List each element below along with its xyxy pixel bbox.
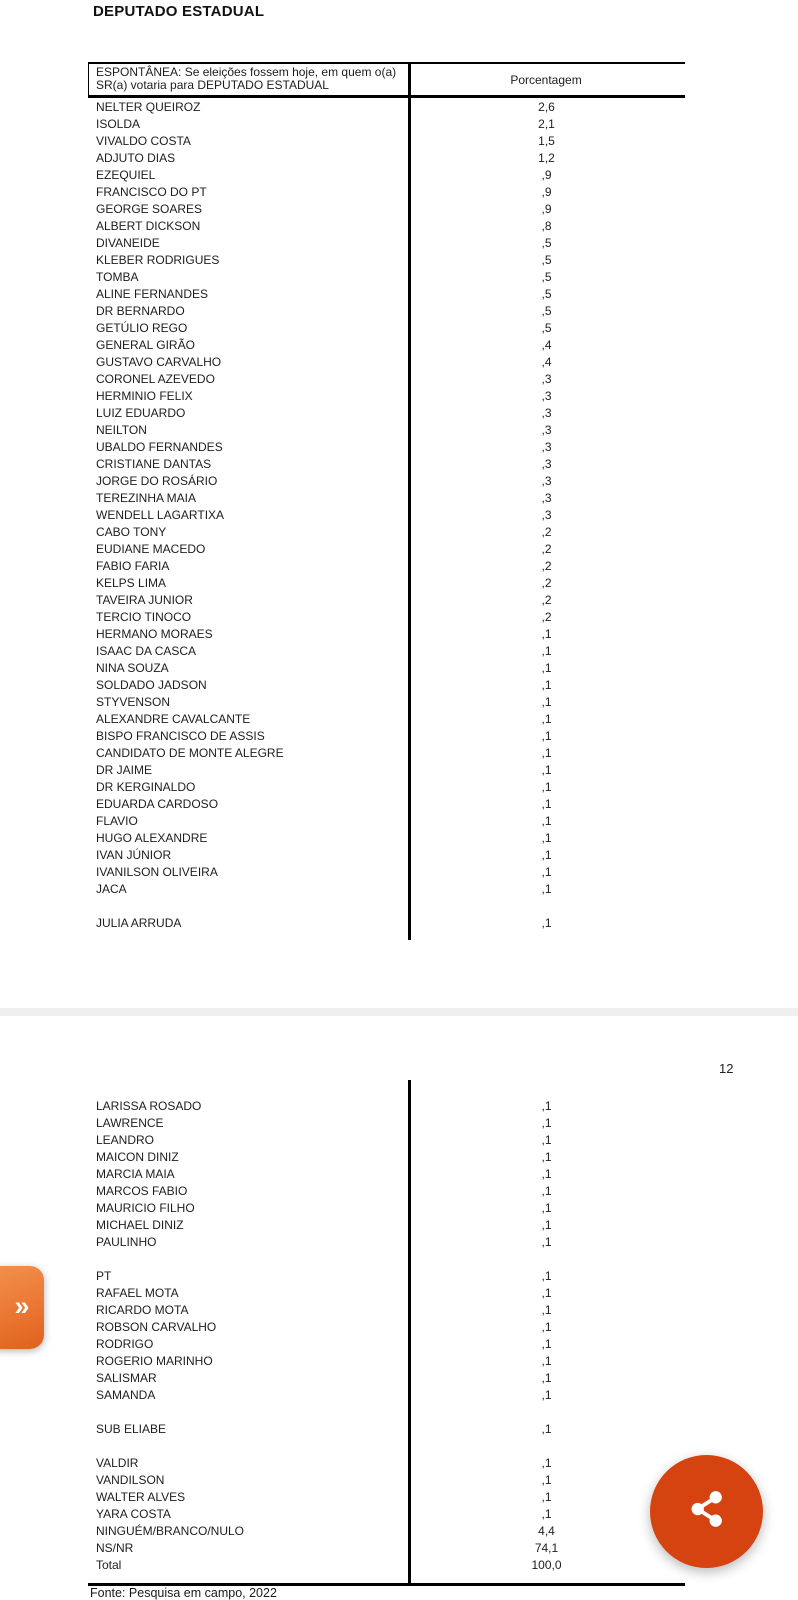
table-row [88,506,685,523]
table-row [88,1454,685,1471]
table-row [88,591,685,608]
row-candidate: FRANCISCO DO PT [96,184,207,199]
table-row [88,353,685,370]
results-table-page2 [88,1080,685,1586]
row-candidate: YARA COSTA [96,1506,171,1521]
table-row [88,472,685,489]
row-candidate: PT [96,1268,112,1283]
row-value: ,1 [541,1149,552,1164]
row-value: ,1 [541,745,552,760]
row-value: ,1 [541,1268,552,1283]
table-row [88,115,685,132]
row-value: ,9 [541,201,552,216]
table-row [88,863,685,880]
table-row [88,1148,685,1165]
question-line2: SR(a) votaria para DEPUTADO ESTADUAL [96,78,329,92]
table-row [88,897,685,914]
row-candidate: IVANILSON OLIVEIRA [96,864,218,879]
row-value: ,3 [541,405,552,420]
table-row [88,1539,685,1556]
row-candidate: SOLDADO JADSON [96,677,207,692]
row-value: ,1 [541,762,552,777]
row-value: ,1 [541,1234,552,1249]
row-value: ,1 [541,1319,552,1334]
row-candidate: HERMINIO FELIX [96,388,193,403]
table-row [88,608,685,625]
row-value: ,1 [541,1455,552,1470]
row-candidate: SUB ELIABE [96,1421,167,1436]
table-row [88,166,685,183]
table-row [88,829,685,846]
row-value: ,1 [541,847,552,862]
row-candidate: ALEXANDRE CAVALCANTE [96,711,251,726]
row-candidate: LARISSA ROSADO [96,1098,202,1113]
table-row [88,693,685,710]
table-row [88,1233,685,1250]
table-row [88,914,685,931]
table-body-page1 [88,98,685,940]
row-value: ,1 [541,1183,552,1198]
row-candidate: ISOLDA [96,116,141,131]
row-candidate: TOMBA [96,269,139,284]
row-candidate: CORONEL AZEVEDO [96,371,215,386]
row-candidate: LEANDRO [96,1132,155,1147]
double-chevron-right-icon: » [14,1291,30,1321]
question-line1: ESPONTÂNEA: Se eleições fossem hoje, em quem o(a) [96,65,397,79]
row-candidate: UBALDO FERNANDES [96,439,223,454]
table-row [88,795,685,812]
row-candidate: EUDIANE MACEDO [96,541,206,556]
row-value: 1,2 [538,150,555,165]
row-candidate: DR JAIME [96,762,153,777]
row-value: ,1 [541,1166,552,1181]
question-header-cell [89,64,407,95]
table-row [88,880,685,897]
page-title: DEPUTADO ESTADUAL [93,3,265,20]
row-value: ,3 [541,371,552,386]
share-icon [686,1488,728,1535]
table-row [88,744,685,761]
row-candidate: IVAN JÚNIOR [96,847,172,862]
row-value: ,1 [541,779,552,794]
row-candidate: SALISMAR [96,1370,157,1385]
table-row [88,1437,685,1454]
row-value: ,1 [541,1302,552,1317]
row-value: ,9 [541,167,552,182]
row-candidate: KLEBER RODRIGUES [96,252,220,267]
row-value: ,3 [541,388,552,403]
row-candidate: VANDILSON [96,1472,165,1487]
table-row [88,404,685,421]
row-value: 2,6 [538,99,555,114]
row-value: ,4 [541,337,552,352]
row-value: ,5 [541,235,552,250]
row-value: ,1 [541,694,552,709]
row-candidate: ROBSON CARVALHO [96,1319,217,1334]
row-candidate: PAULINHO [96,1234,157,1249]
row-candidate: NELTER QUEIROZ [96,99,201,114]
row-value: ,1 [541,660,552,675]
row-value: ,1 [541,813,552,828]
table-row [88,1488,685,1505]
row-value: ,1 [541,1387,552,1402]
table-row [88,336,685,353]
row-value: ,1 [541,1200,552,1215]
table-row [88,1165,685,1182]
row-value: ,1 [541,1506,552,1521]
table-row [88,659,685,676]
row-value: ,1 [541,1370,552,1385]
table-row [88,1216,685,1233]
row-value: ,1 [541,1098,552,1113]
row-candidate: GUSTAVO CARVALHO [96,354,222,369]
row-candidate: LAWRENCE [96,1115,164,1130]
row-value: 74,1 [534,1540,559,1555]
row-candidate: HUGO ALEXANDRE [96,830,208,845]
table-row [88,421,685,438]
table-row [88,1522,685,1539]
row-candidate: ISAAC DA CASCA [96,643,197,658]
row-value: ,8 [541,218,552,233]
table-row [88,574,685,591]
expand-button[interactable] [0,1266,44,1349]
row-value: ,1 [541,1132,552,1147]
table-row [88,370,685,387]
table-row [88,1471,685,1488]
row-value: ,1 [541,830,552,845]
table-row [88,540,685,557]
table-row [88,98,685,115]
table-row [88,1335,685,1352]
table-row [88,1199,685,1216]
table-row [88,183,685,200]
row-candidate: VIVALDO COSTA [96,133,191,148]
row-candidate: JORGE DO ROSÁRIO [96,473,218,488]
table-row [88,778,685,795]
table-row [88,268,685,285]
row-value: ,1 [541,728,552,743]
row-value: ,1 [541,711,552,726]
row-candidate: CRISTIANE DANTAS [96,456,212,471]
table-row [88,1182,685,1199]
row-value: ,3 [541,490,552,505]
row-candidate: RICARDO MOTA [96,1302,189,1317]
row-candidate: FABIO FARIA [96,558,170,573]
row-value: ,2 [541,524,552,539]
row-candidate: BISPO FRANCISCO DE ASSIS [96,728,265,743]
table-row [88,319,685,336]
table-row [88,1267,685,1284]
row-candidate: NINGUÉM/BRANCO/NULO [96,1523,245,1538]
row-value: ,1 [541,1472,552,1487]
row-value: 2,1 [538,116,555,131]
table-row [88,251,685,268]
table-row [88,1114,685,1131]
row-candidate: WENDELL LAGARTIXA [96,507,225,522]
table-row [88,455,685,472]
row-candidate: HERMANO MORAES [96,626,213,641]
table-row [88,1301,685,1318]
row-candidate: NEILTON [96,422,147,437]
table-row [88,489,685,506]
row-value: ,3 [541,473,552,488]
row-value: ,2 [541,592,552,607]
row-candidate: JULIA ARRUDA [96,915,182,930]
row-value: ,5 [541,286,552,301]
row-value: ,1 [541,1336,552,1351]
row-value: ,5 [541,303,552,318]
row-value: ,1 [541,626,552,641]
row-candidate: JACA [96,881,127,896]
row-value: ,3 [541,422,552,437]
table-row [88,523,685,540]
row-candidate: GETÚLIO REGO [96,320,188,335]
table-row [88,217,685,234]
row-value: ,1 [541,881,552,896]
row-candidate: Total [96,1557,122,1572]
row-candidate: MICHAEL DINIZ [96,1217,184,1232]
row-candidate: ROGERIO MARINHO [96,1353,213,1368]
row-value: ,1 [541,677,552,692]
table-row [88,710,685,727]
row-candidate: DR BERNARDO [96,303,185,318]
row-candidate: DR KERGINALDO [96,779,196,794]
row-candidate: ADJUTO DIAS [96,150,176,165]
row-candidate: LUIZ EDUARDO [96,405,186,420]
share-button[interactable] [650,1455,763,1568]
table-row [88,285,685,302]
row-value: ,9 [541,184,552,199]
row-value: ,3 [541,456,552,471]
page-number: 12 [719,1061,734,1076]
table-row [88,1284,685,1301]
table-row [88,625,685,642]
table-row [88,438,685,455]
row-candidate: EZEQUIEL [96,167,156,182]
row-candidate: EDUARDA CARDOSO [96,796,219,811]
row-value: ,2 [541,609,552,624]
row-value: 1,5 [538,133,555,148]
table-row [88,234,685,251]
table-row [88,727,685,744]
row-candidate: CABO TONY [96,524,167,539]
table-row [88,1505,685,1522]
table-row [88,812,685,829]
table-row [88,302,685,319]
row-candidate: GEORGE SOARES [96,201,203,216]
row-value: ,5 [541,252,552,267]
row-value: ,2 [541,558,552,573]
table-row [88,557,685,574]
row-candidate: ALBERT DICKSON [96,218,201,233]
table-row [88,1097,685,1114]
table-row [88,761,685,778]
row-candidate: STYVENSON [96,694,171,709]
table-row [88,846,685,863]
source-note: Fonte: Pesquisa em campo, 2022 [90,1586,277,1600]
table-row [88,1318,685,1335]
row-candidate: TEREZINHA MAIA [96,490,197,505]
row-candidate: NINA SOUZA [96,660,169,675]
row-value: ,1 [541,1489,552,1504]
table-row [88,1386,685,1403]
row-value: ,2 [541,541,552,556]
page-break-band [0,1008,798,1016]
row-candidate: DIVANEIDE [96,235,160,250]
row-value: ,3 [541,507,552,522]
row-value: 100,0 [531,1557,562,1572]
table-row [88,1420,685,1437]
row-value: 4,4 [538,1523,555,1538]
row-value: ,1 [541,1421,552,1436]
table-row [88,132,685,149]
percentage-header-cell: Porcentagem [510,72,582,87]
row-value: ,4 [541,354,552,369]
row-candidate: SAMANDA [96,1387,156,1402]
row-candidate: VALDIR [96,1455,139,1470]
row-candidate: MAICON DINIZ [96,1149,179,1164]
row-value: ,1 [541,1285,552,1300]
table-row [88,1403,685,1420]
row-candidate: NS/NR [96,1540,134,1555]
row-candidate: GENERAL GIRÃO [96,337,195,352]
row-value: ,1 [541,1353,552,1368]
row-value: ,1 [541,915,552,930]
row-value: ,1 [541,864,552,879]
table-header [88,62,685,98]
row-value: ,5 [541,269,552,284]
table-row [88,149,685,166]
table-row [88,1250,685,1267]
row-value: ,5 [541,320,552,335]
row-value: ,2 [541,575,552,590]
table-body-page2 [88,1080,685,1586]
row-candidate: TAVEIRA JUNIOR [96,592,193,607]
row-candidate: CANDIDATO DE MONTE ALEGRE [96,745,284,760]
table-row [88,1369,685,1386]
table-row [88,200,685,217]
row-candidate: RAFAEL MOTA [96,1285,179,1300]
table-row [88,642,685,659]
table-row [88,387,685,404]
row-value: ,1 [541,643,552,658]
row-candidate: RODRIGO [96,1336,154,1351]
table-row [88,676,685,693]
table-row [88,1556,685,1573]
results-table-page1 [88,62,685,940]
row-candidate: MARCOS FABIO [96,1183,188,1198]
row-candidate: ALINE FERNANDES [96,286,209,301]
row-candidate: MAURICIO FILHO [96,1200,195,1215]
row-candidate: TERCIO TINOCO [96,609,192,624]
table-row [88,1352,685,1369]
row-candidate: MARCIA MAIA [96,1166,175,1181]
row-value: ,1 [541,1115,552,1130]
row-candidate: WALTER ALVES [96,1489,186,1504]
row-value: ,3 [541,439,552,454]
row-value: ,1 [541,796,552,811]
row-candidate: KELPS LIMA [96,575,167,590]
row-candidate: FLAVIO [96,813,138,828]
row-value: ,1 [541,1217,552,1232]
table-row [88,1131,685,1148]
